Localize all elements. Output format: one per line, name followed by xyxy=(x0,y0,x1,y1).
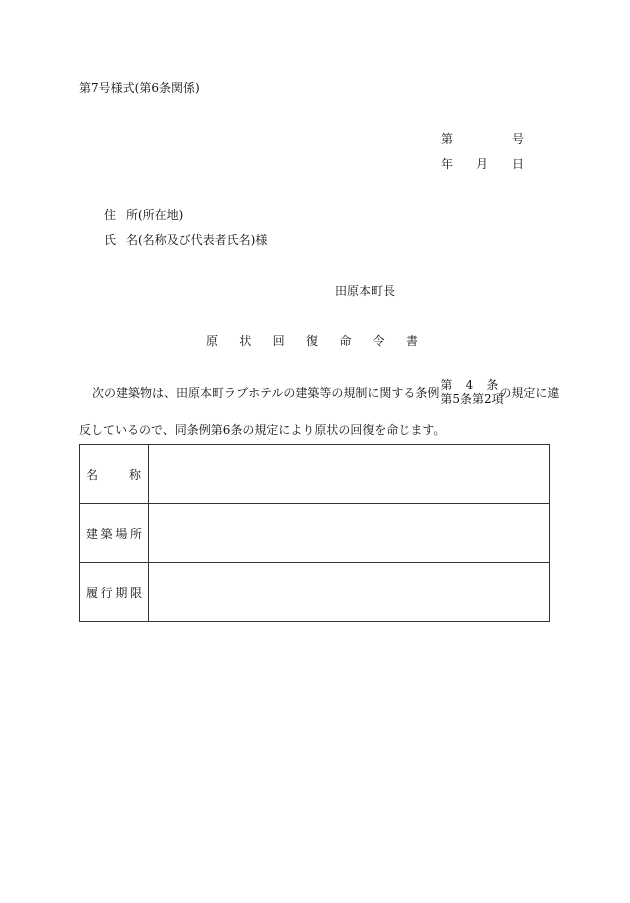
address-label-rest: 所(所在地) xyxy=(126,208,184,222)
building-location-value[interactable] xyxy=(149,504,550,563)
label-char: 名 xyxy=(86,467,99,482)
title-char: 状 xyxy=(239,334,252,348)
body-text-line-2: 反しているので、同条例第6条の規定により原状の回復を命じます。 xyxy=(79,423,446,437)
table-row xyxy=(80,504,550,563)
address-label-first: 住 xyxy=(104,208,117,222)
title-char: 原 xyxy=(206,334,219,348)
label-char: 所 xyxy=(129,526,142,541)
label-char: 建 xyxy=(86,526,99,541)
label-char: 築 xyxy=(100,526,113,541)
title-char: 書 xyxy=(405,334,418,348)
table-label-cell xyxy=(80,445,149,504)
document-title xyxy=(206,335,418,347)
building-info-table xyxy=(79,444,550,622)
title-char: 令 xyxy=(372,334,385,348)
building-name-value[interactable] xyxy=(149,445,550,504)
body-text-line-1 xyxy=(92,379,559,407)
table-label-cell xyxy=(80,563,149,622)
title-char: 回 xyxy=(272,334,285,348)
article-reference-bottom: 第5条第2項 xyxy=(440,391,504,406)
recipient-address xyxy=(104,209,183,221)
table-label-cell xyxy=(80,504,149,563)
document-number-prefix: 第 xyxy=(441,132,454,146)
label-building-location xyxy=(80,525,148,542)
body-text-after-article: の規定に違 xyxy=(499,385,560,400)
article-reference xyxy=(440,378,504,407)
document-number-suffix: 号 xyxy=(512,132,525,146)
label-char: 期 xyxy=(115,585,128,600)
article-reference-top xyxy=(440,379,498,393)
title-char: 命 xyxy=(339,334,352,348)
title-char: 復 xyxy=(305,334,318,348)
article-top-suffix: 条 xyxy=(486,378,499,392)
date-month: 月 xyxy=(476,157,489,171)
label-deadline xyxy=(80,584,148,601)
article-top-number: 4 xyxy=(465,378,474,392)
label-char: 称 xyxy=(128,467,141,482)
deadline-value[interactable] xyxy=(149,563,550,622)
date-year: 年 xyxy=(441,157,454,171)
label-char: 行 xyxy=(100,585,113,600)
label-char: 限 xyxy=(129,585,142,600)
body-text-before-article: 次の建築物は、田原本町ラブホテルの建築等の規制に関する条例 xyxy=(92,385,440,400)
article-top-prefix: 第 xyxy=(440,378,453,392)
form-number: 第7号様式(第6条関係) xyxy=(79,81,200,95)
label-name xyxy=(80,466,148,483)
label-char: 場 xyxy=(115,526,128,541)
name-label-first: 氏 xyxy=(104,233,117,247)
table-row xyxy=(80,445,550,504)
name-label-rest: 名(名称及び代表者氏名)様 xyxy=(126,233,268,247)
label-char: 履 xyxy=(86,585,99,600)
table-row xyxy=(80,563,550,622)
recipient-name xyxy=(104,234,267,246)
date-day: 日 xyxy=(512,157,525,171)
issuer-name: 田原本町長 xyxy=(335,284,396,298)
